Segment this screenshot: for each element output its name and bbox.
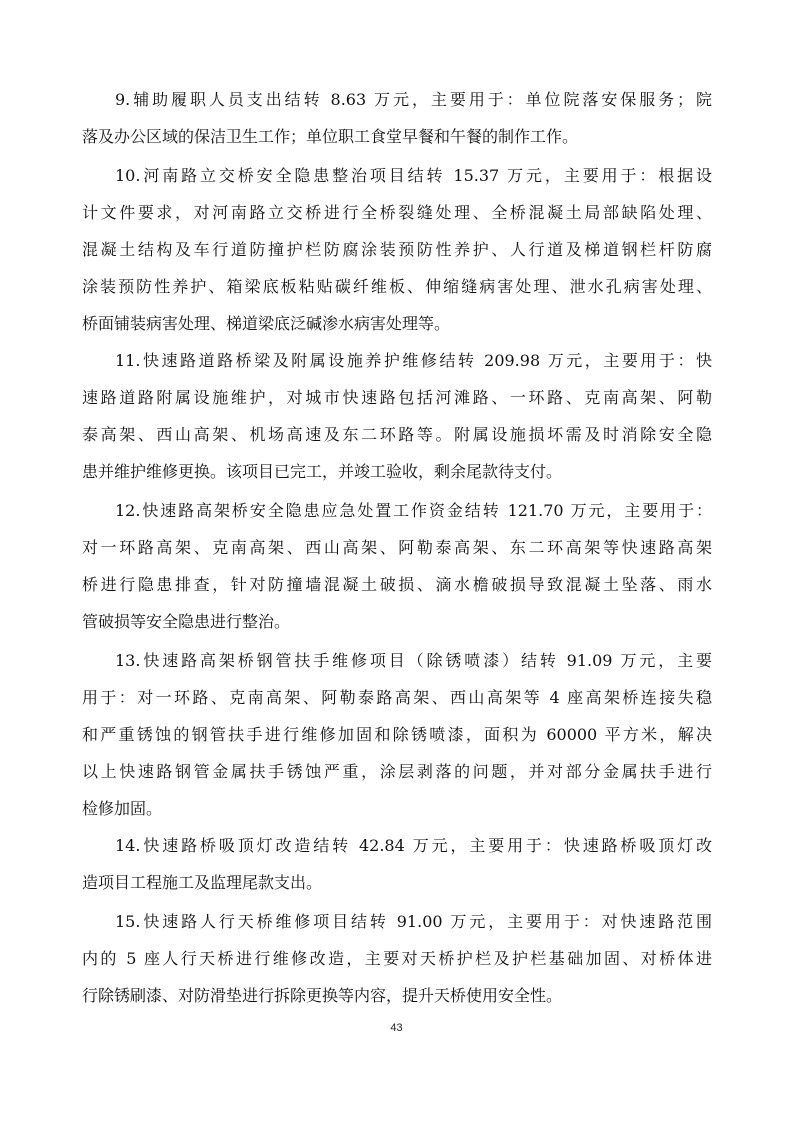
text-line: 检修加固。 <box>82 799 163 818</box>
text-line: 造项目工程施工及监理尾款支出。 <box>82 873 323 892</box>
paragraph-item-13 <box>82 642 712 827</box>
text-line: 12.快速路高架桥安全隐患应急处置工作资金结转 121.70 万元，主要用于： <box>115 501 712 520</box>
page-number: 43 <box>390 1022 403 1034</box>
text-line: 15.快速路人行天桥维修项目结转 91.00 万元，主要用于：对快速路范围 <box>115 912 712 931</box>
text-line: 用于：对一环路、克南高架、阿勒泰路高架、西山高架等 4 座高架桥连接失稳 <box>82 688 712 707</box>
paragraph-item-10 <box>82 157 712 342</box>
text-line: 13.快速路高架桥钢管扶手维修项目（除锈喷漆）结转 91.09 万元，主要 <box>115 651 712 670</box>
text-line: 桥进行隐患排查，针对防撞墙混凝土破损、滴水檐破损导致混凝土坠落、雨水 <box>82 575 712 594</box>
text-line: 11.快速路道路桥梁及附属设施养护维修结转 209.98 万元，主要用于：快 <box>115 351 712 370</box>
text-line: 混凝土结构及车行道防撞护栏防腐涂装预防性养护、人行道及梯道钢栏杆防腐 <box>82 240 712 259</box>
text-line: 计文件要求，对河南路立交桥进行全桥裂缝处理、全桥混凝土局部缺陷处理、 <box>82 203 712 222</box>
paragraph-item-15 <box>82 903 712 1014</box>
text-line: 内的 5 座人行天桥进行维修改造，主要对天桥护栏及护栏基础加固、对桥体进 <box>82 949 712 968</box>
text-line: 桥面铺装病害处理、梯道梁底泛碱渗水病害处理等。 <box>82 314 451 333</box>
text-line: 行除锈刷漆、对防滑垫进行拆除更换等内容，提升天桥使用安全性。 <box>82 986 563 1005</box>
text-line: 患并维护维修更换。该项目已完工，并竣工验收，剩余尾款待支付。 <box>82 462 563 481</box>
paragraph-item-9 <box>82 81 712 155</box>
text-line: 和严重锈蚀的钢管扶手进行维修加固和除锈喷漆，面积为 60000 平方米，解决 <box>82 725 712 744</box>
text-line: 9.辅助履职人员支出结转 8.63 万元，主要用于：单位院落安保服务；院 <box>115 90 712 109</box>
text-line: 泰高架、西山高架、机场高速及东二环路等。附属设施损坏需及时消除安全隐 <box>82 425 712 444</box>
text-line: 管破损等安全隐患进行整治。 <box>82 612 291 631</box>
text-line: 对一环路高架、克南高架、西山高架、阿勒泰高架、东二环高架等快速路高架 <box>82 538 712 557</box>
text-line: 速路道路附属设施维护，对城市快速路包括河滩路、一环路、克南高架、阿勒 <box>82 388 712 407</box>
text-line: 涂装预防性养护、箱梁底板粘贴碳纤维板、伸缩缝病害处理、泄水孔病害处理、 <box>82 277 712 296</box>
paragraph-item-12 <box>82 492 712 640</box>
paragraph-item-11 <box>82 342 712 490</box>
text-line: 以上快速路钢管金属扶手锈蚀严重，涂层剥落的问题，并对部分金属扶手进行 <box>82 762 712 781</box>
text-line: 落及办公区域的保洁卫生工作；单位职工食堂早餐和午餐的制作工作。 <box>82 127 579 146</box>
paragraph-item-14 <box>82 827 712 901</box>
text-line: 14.快速路桥吸顶灯改造结转 42.84 万元，主要用于：快速路桥吸顶灯改 <box>115 836 712 855</box>
text-line: 10.河南路立交桥安全隐患整治项目结转 15.37 万元，主要用于：根据设 <box>115 166 712 185</box>
